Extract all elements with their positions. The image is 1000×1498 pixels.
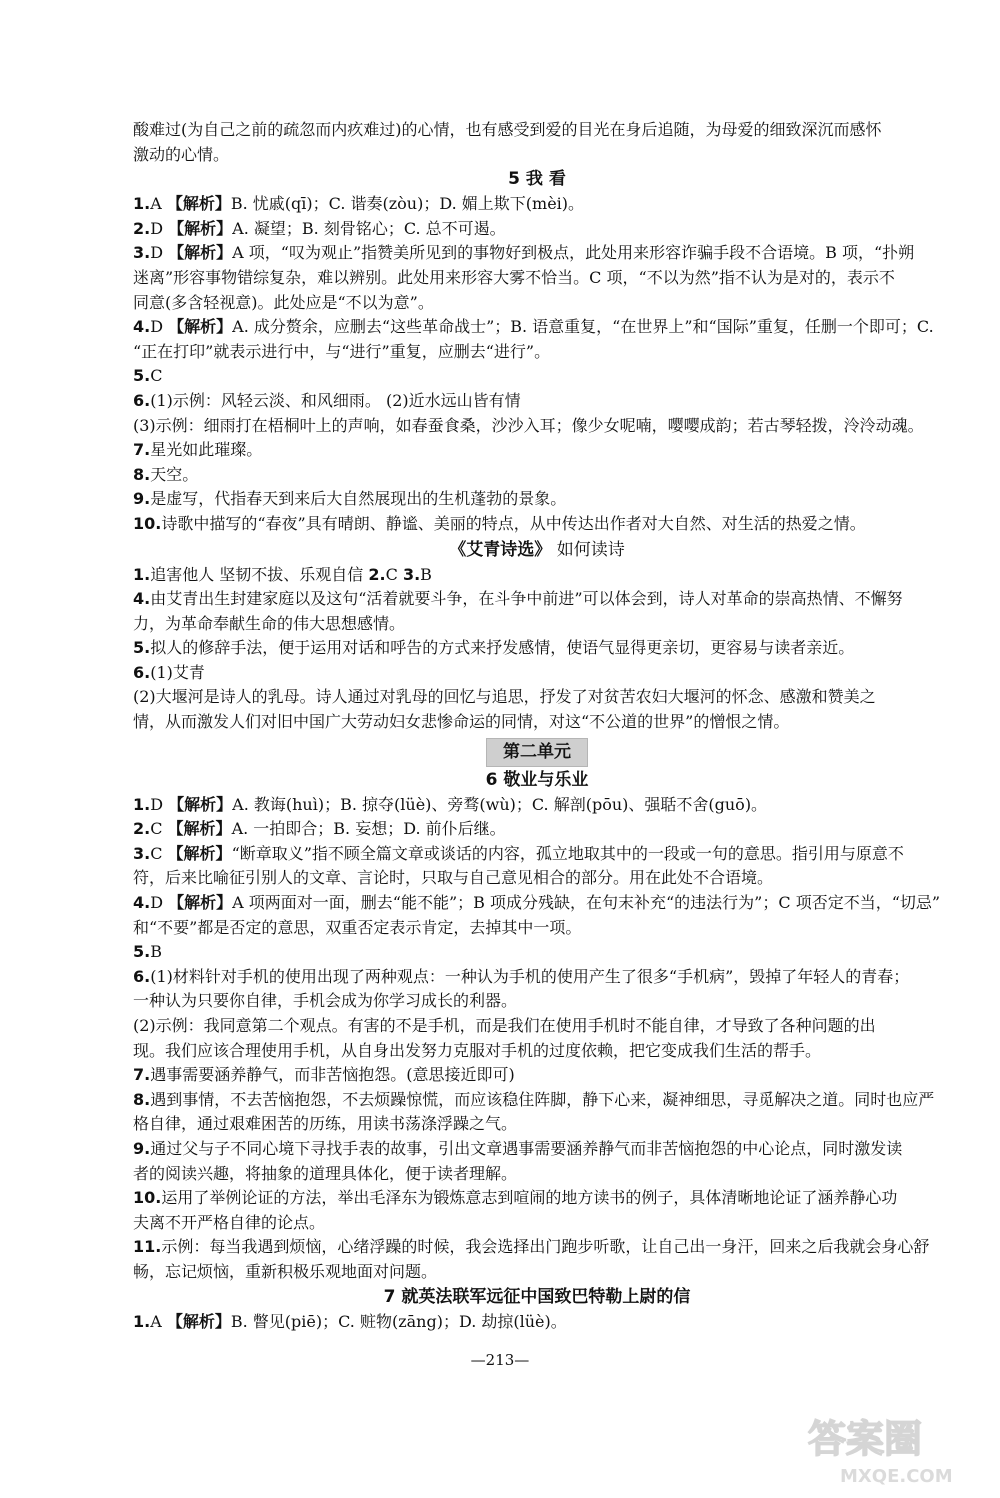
- text-line: 畅，忘记烦恼，重新积极乐观地面对问题。: [133, 1261, 438, 1281]
- analysis-tag: 【解析】: [166, 1311, 231, 1331]
- section-heading: 6 敬业与乐业: [485, 769, 589, 790]
- text-line: 格自律，通过艰难困苦的历练，用读书荡涤浮躁之气。: [133, 1114, 518, 1134]
- item-number: 9.: [133, 1138, 151, 1158]
- item-text: (1)示例：风轻云淡、和风细雨。 (2)近水远山皆有情: [150, 390, 521, 410]
- text-line: 一种认为只要你自律，手机会成为你学习成长的利器。: [133, 991, 518, 1011]
- item-text: 运用了举例论证的方法，举出毛泽东为锻炼意志到喧闹的地方读书的例子，具体清晰地论证了涵养静心功: [161, 1188, 898, 1208]
- unit-banner-row: [133, 738, 941, 766]
- item-text: A. 教诲(huì)；B. 掠夺(lüè)、旁骛(wù)；C. 解剖(pōu)、强聒不舍(guō)。: [232, 794, 768, 814]
- item-text: A. 成分赘余，应删去“这些革命战士”；B. 语意重复，“在世界上”和“国际”重复，任删一个即可；C.: [232, 317, 934, 337]
- answer-item: [133, 389, 941, 414]
- item-text: 诗歌中描写的“春夜”具有晴朗、静谧、美丽的特点，从中传达出作者对大自然、对生活的热爱之情。: [161, 513, 866, 533]
- text-line: (2)大堰河是诗人的乳母。诗人通过对乳母的回忆与追思，抒发了对贫苦农妇大堰河的怀念、感激和赞美之: [133, 687, 876, 707]
- text-line: 符，后来比喻征引别人的文章、言论时，只取与自己意见相合的部分。用在此处不合语境。: [133, 868, 774, 888]
- answer-item: [133, 217, 941, 242]
- text-line: 和“不要”都是否定的意思，双重否定表示肯定，去掉其中一项。: [133, 917, 582, 937]
- answer-item: [133, 192, 941, 217]
- analysis-tag: 【解析】: [168, 243, 233, 263]
- item-text: A. 一拍即合；B. 妄想；D. 前仆后继。: [231, 819, 506, 839]
- item-number: 4.: [133, 893, 151, 913]
- answer-choice: D: [150, 794, 169, 814]
- item-number: 9.: [133, 489, 151, 509]
- watermark-logo: [800, 1408, 980, 1488]
- answer-choice: A: [150, 194, 167, 214]
- answer-item: [133, 512, 941, 537]
- item-text: 通过父与子不同心境下寻找手表的故事，引出文章遇事需要涵养静气而非苦恼抱怨的中心论点，同时激发读: [150, 1138, 903, 1158]
- watermark-text: 答案圈: [808, 1417, 923, 1461]
- text-line: 夫离不开严格自律的论点。: [133, 1212, 326, 1232]
- item-text: B: [420, 564, 432, 584]
- item-number: 6.: [133, 662, 151, 682]
- answer-item: [133, 965, 941, 990]
- item-number: 8.: [133, 1089, 151, 1109]
- answer-item: [133, 1310, 941, 1335]
- answer-choice: D: [150, 893, 169, 913]
- item-number: 1.: [133, 564, 151, 584]
- answer-choice: C: [150, 843, 168, 863]
- answer-item: [133, 563, 941, 588]
- answer-item: [133, 463, 941, 488]
- answer-item: [133, 1235, 941, 1260]
- answer-item: [133, 487, 941, 512]
- unit-banner: 第二单元: [486, 738, 588, 767]
- item-text: (1)艾青: [150, 662, 205, 682]
- answer-item: [133, 1088, 941, 1113]
- answer-choice: D: [150, 317, 169, 337]
- item-number: 1.: [133, 1311, 151, 1331]
- item-text: A 项，“叹为观止”指赞美所见到的事物好到极点，此处用来形容诈骗手段不合语境。B 项，“扑朔: [232, 243, 915, 263]
- analysis-tag: 【解析】: [168, 218, 233, 238]
- item-number: 2.: [133, 218, 151, 238]
- item-text: (1)材料针对手机的使用出现了两种观点：一种认为手机的使用产生了很多“手机病”，毁掉了年轻人的青春；: [150, 966, 910, 986]
- answer-item: [133, 241, 941, 266]
- item-text: 示例：每当我遇到烦恼，心绪浮躁的时候，我会选择出门跑步听歌，让自己出一身汗，回来之后我就会身心舒: [161, 1237, 930, 1257]
- heading-subtitle: 如何读诗: [551, 539, 625, 560]
- answer-choice: B: [150, 942, 162, 962]
- item-number: 2.: [368, 564, 386, 584]
- answer-item: [133, 891, 941, 916]
- text-line: 酸难过(为自己之前的疏忽而内疚难过)的心情，也有感受到爱的目光在身后追随，为母爱的细致深沉而感怀: [133, 120, 882, 139]
- text-line: 力，为革命奉献生命的伟大思想感情。: [133, 613, 406, 633]
- text-line: (3)示例：细雨打在梧桐叶上的声响，如春蚕食桑，沙沙入耳；像少女呢喃，嘤嘤成韵；若古琴轻拨，泠泠动魂。: [133, 415, 924, 435]
- analysis-tag: 【解析】: [166, 194, 231, 214]
- item-text: 遇到事情，不去苦恼抱怨，不去烦躁惊慌，而应该稳住阵脚，静下心来，凝神细思，寻觅解决之道。同时也应严: [150, 1089, 935, 1109]
- text-line: 激动的心情。: [133, 144, 230, 164]
- answer-item: [133, 1186, 941, 1211]
- item-text: A. 凝望；B. 刻骨铭心；C. 总不可遏。: [232, 218, 506, 238]
- analysis-tag: 【解析】: [167, 819, 232, 839]
- item-text: 拟人的修辞手法，便于运用对话和呼告的方式来抒发感情，使语气显得更亲切，更容易与读者亲近。: [150, 638, 855, 658]
- item-number: 7.: [133, 1065, 151, 1085]
- text-line: 情，从而激发人们对旧中国广大劳动妇女悲惨命运的同情，对这“不公道的世界”的憎恨之情。: [133, 712, 790, 732]
- answer-choice: C: [150, 366, 163, 386]
- item-number: 7.: [133, 440, 151, 460]
- item-number: 6.: [133, 390, 151, 410]
- item-number: 5.: [133, 638, 151, 658]
- text-line: 迷离”形容事物错综复杂，难以辨别。此处用来形容大雾不恰当。C 项，“不以为然”指不认为是对的，表示不: [133, 267, 895, 287]
- answer-item: [133, 315, 941, 340]
- item-number: 10.: [133, 1188, 162, 1208]
- item-number: 3.: [402, 564, 421, 584]
- book-title: 《艾青诗选》: [449, 539, 552, 560]
- answer-choice: C: [150, 819, 168, 839]
- item-number: 10.: [133, 513, 162, 533]
- item-number: 8.: [133, 464, 151, 484]
- item-text: “断章取义”指不顾全篇文章或谈话的内容，孤立地取其中的一段或一句的意思。指引用与原意不: [231, 843, 904, 863]
- item-number: 5.: [133, 366, 151, 386]
- answer-item: [133, 587, 941, 612]
- watermark-sub: MXQE.COM: [840, 1466, 953, 1487]
- section-heading: 7 就英法联军远征中国致巴特勒上尉的信: [383, 1286, 691, 1307]
- item-text: 由艾青出生封建家庭以及这句“活着就要斗争，在斗争中前进”可以体会到，诗人对革命的崇高热情、不懈努: [150, 589, 903, 609]
- analysis-tag: 【解析】: [168, 893, 233, 913]
- item-text: 是虚写，代指春天到来后大自然展现出的生机蓬勃的景象。: [150, 489, 567, 509]
- item-number: 4.: [133, 317, 151, 337]
- item-number: 1.: [133, 194, 151, 214]
- answer-item: [133, 1137, 941, 1162]
- answer-item: [133, 842, 941, 867]
- answer-item: [133, 940, 941, 965]
- analysis-tag: 【解析】: [168, 317, 233, 337]
- answer-item: [133, 661, 941, 686]
- section-heading: 5 我 看: [508, 169, 566, 190]
- text-line: 者的阅读兴趣，将抽象的道理具体化，便于读者理解。: [133, 1163, 518, 1183]
- item-number: 11.: [133, 1237, 162, 1257]
- answer-item: [133, 438, 941, 463]
- item-number: 3.: [133, 243, 151, 263]
- answer-choice: D: [150, 218, 169, 238]
- analysis-tag: 【解析】: [168, 794, 233, 814]
- item-number: 1.: [133, 794, 151, 814]
- item-text: B. 瞥见(piē)；C. 赃物(zāng)；D. 劫掠(lüè)。: [230, 1311, 567, 1331]
- item-text: 星光如此璀璨。: [150, 440, 263, 460]
- item-text: 遇事需要涵养静气，而非苦恼抱怨。(意思接近即可): [150, 1065, 515, 1085]
- item-text: A 项两面对一面，删去“能不能”；B 项成分残缺，在句末补充“的违法行为”；C 项否定不当，“切忌”: [232, 893, 941, 913]
- item-text: 天空。: [150, 464, 199, 484]
- item-text: B. 忧戚(qī)；C. 谐奏(zòu)；D. 媚上欺下(mèi)。: [230, 194, 585, 214]
- item-number: 6.: [133, 966, 151, 986]
- answer-choice: A: [150, 1311, 167, 1331]
- section-heading: [133, 537, 941, 563]
- text-line: 现。我们应该合理使用手机，从自身出发努力克服对手机的过度依赖，把它变成我们生活的帮手。: [133, 1040, 822, 1060]
- answer-content: [133, 118, 941, 1334]
- text-line: (2)示例：我同意第二个观点。有害的不是手机，而是我们在使用手机时不能自律，才导致了各种问题的出: [133, 1016, 876, 1035]
- analysis-tag: 【解析】: [167, 843, 232, 863]
- answer-item: [133, 793, 941, 818]
- item-number: 3.: [133, 843, 151, 863]
- item-number: 5.: [133, 942, 151, 962]
- answer-item: [133, 1063, 941, 1088]
- item-text: C: [385, 564, 403, 584]
- answer-item: [133, 364, 941, 389]
- item-number: 4.: [133, 589, 151, 609]
- text-line: 同意(多含轻视意)。此处应是“不以为意”。: [133, 292, 434, 312]
- answer-item: [133, 636, 941, 661]
- item-number: 2.: [133, 819, 151, 839]
- page-number: —213—: [470, 1351, 530, 1369]
- item-text: 追害他人 坚韧不拔、乐观自信: [150, 564, 369, 584]
- text-line: “正在打印”就表示进行中，与“进行”重复，应删去“进行”。: [133, 341, 551, 361]
- answer-item: [133, 817, 941, 842]
- answer-choice: D: [150, 243, 169, 263]
